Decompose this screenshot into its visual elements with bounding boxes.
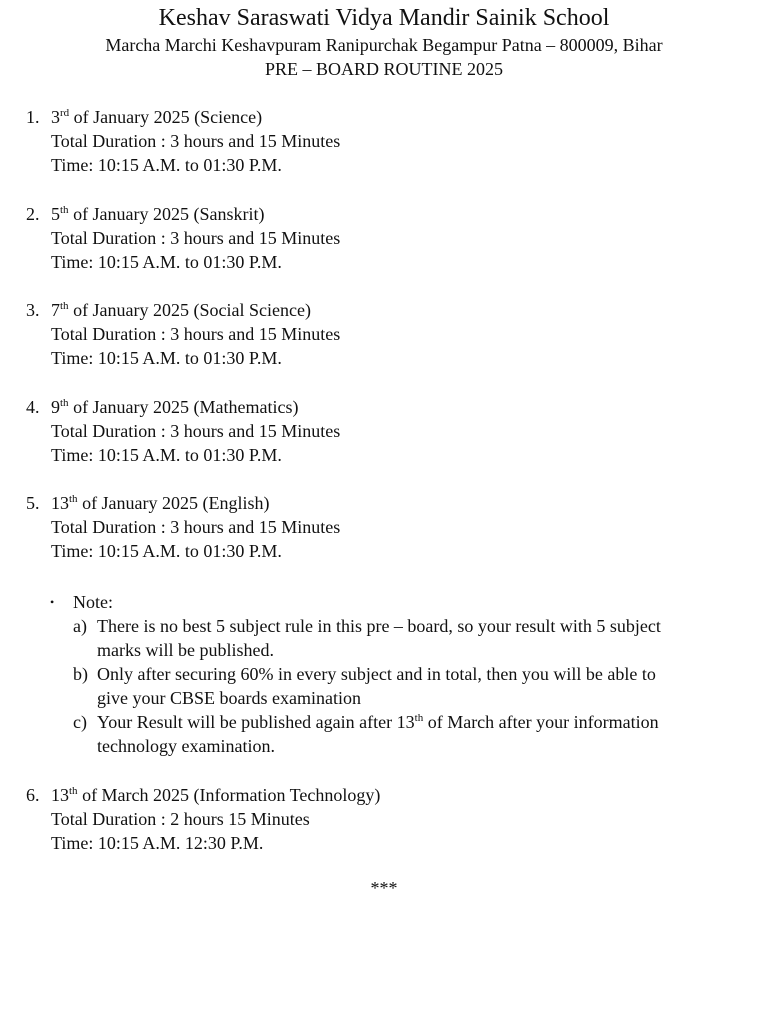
note-item-text: There is no best 5 subject rule in this pre – board, so your result with 5 subject <box>97 616 661 636</box>
exam-date-rest: of January 2025 (Science) <box>69 107 263 127</box>
exam-date-rest: of January 2025 (Social Science) <box>68 300 311 320</box>
exam-day: 13 <box>51 493 69 513</box>
exam-duration: Total Duration : 3 hours and 15 Minutes <box>51 517 341 537</box>
end-marker: *** <box>370 878 398 898</box>
bullet-icon: • <box>50 595 55 609</box>
note-item-text: marks will be published. <box>97 640 274 660</box>
exam-duration: Total Duration : 3 hours and 15 Minutes <box>51 228 341 248</box>
exam-date-subject <box>51 783 380 807</box>
exam-number: 5. <box>26 493 40 513</box>
exam-time: Time: 10:15 A.M. to 01:30 P.M. <box>51 252 282 272</box>
exam-number: 2. <box>26 204 40 224</box>
exam-day-suffix: th <box>69 785 78 797</box>
exam-day-suffix: th <box>60 300 69 312</box>
exam-day-suffix: rd <box>60 107 70 119</box>
exam-date-subject <box>51 395 299 419</box>
note-item-letter: c) <box>73 712 87 732</box>
exam-date-rest: of January 2025 (English) <box>77 493 270 513</box>
exam-day-suffix: th <box>69 493 78 505</box>
exam-day: 3 <box>51 107 60 127</box>
exam-day: 7 <box>51 300 60 320</box>
note-item-text: Only after securing 60% in every subject and in total, then you will be able to <box>97 664 656 684</box>
exam-day: 5 <box>51 204 60 224</box>
note-item-sup: th <box>414 712 424 724</box>
exam-time: Time: 10:15 A.M. 12:30 P.M. <box>51 833 264 853</box>
note-item-letter: b) <box>73 664 88 684</box>
exam-date-subject <box>51 298 311 322</box>
note-item-text <box>97 710 659 734</box>
exam-number: 1. <box>26 107 40 127</box>
exam-time: Time: 10:15 A.M. to 01:30 P.M. <box>51 445 282 465</box>
exam-date-subject <box>51 105 262 129</box>
exam-number: 4. <box>26 397 40 417</box>
exam-duration: Total Duration : 3 hours and 15 Minutes <box>51 421 341 441</box>
exam-duration: Total Duration : 3 hours and 15 Minutes <box>51 324 341 344</box>
exam-day: 9 <box>51 397 60 417</box>
exam-day-suffix: th <box>60 397 69 409</box>
exam-number: 6. <box>26 785 40 805</box>
routine-title: PRE – BOARD ROUTINE 2025 <box>264 59 503 79</box>
school-address: Marcha Marchi Keshavpuram Ranipurchak Begampur Patna – 800009, Bihar <box>105 35 663 55</box>
exam-date-rest: of March 2025 (Information Technology) <box>77 785 381 805</box>
note-item-text: give your CBSE boards examination <box>97 688 361 708</box>
school-name: Keshav Saraswati Vidya Mandir Sainik School <box>158 5 610 31</box>
note-label: Note: <box>73 592 113 612</box>
exam-duration: Total Duration : 2 hours 15 Minutes <box>51 809 310 829</box>
note-item-text-part: of March after your information <box>423 712 659 732</box>
exam-date-rest: of January 2025 (Mathematics) <box>68 397 299 417</box>
exam-time: Time: 10:15 A.M. to 01:30 P.M. <box>51 155 282 175</box>
note-item-text-part: Your Result will be published again after 13 <box>97 712 415 732</box>
exam-time: Time: 10:15 A.M. to 01:30 P.M. <box>51 348 282 368</box>
exam-day: 13 <box>51 785 69 805</box>
exam-date-rest: of January 2025 (Sanskrit) <box>68 204 265 224</box>
exam-day-suffix: th <box>60 204 69 216</box>
exam-date-subject <box>51 202 265 226</box>
note-item-text: technology examination. <box>97 736 275 756</box>
exam-time: Time: 10:15 A.M. to 01:30 P.M. <box>51 541 282 561</box>
note-item-letter: a) <box>73 616 87 636</box>
exam-date-subject <box>51 491 270 515</box>
exam-duration: Total Duration : 3 hours and 15 Minutes <box>51 131 341 151</box>
exam-number: 3. <box>26 300 40 320</box>
